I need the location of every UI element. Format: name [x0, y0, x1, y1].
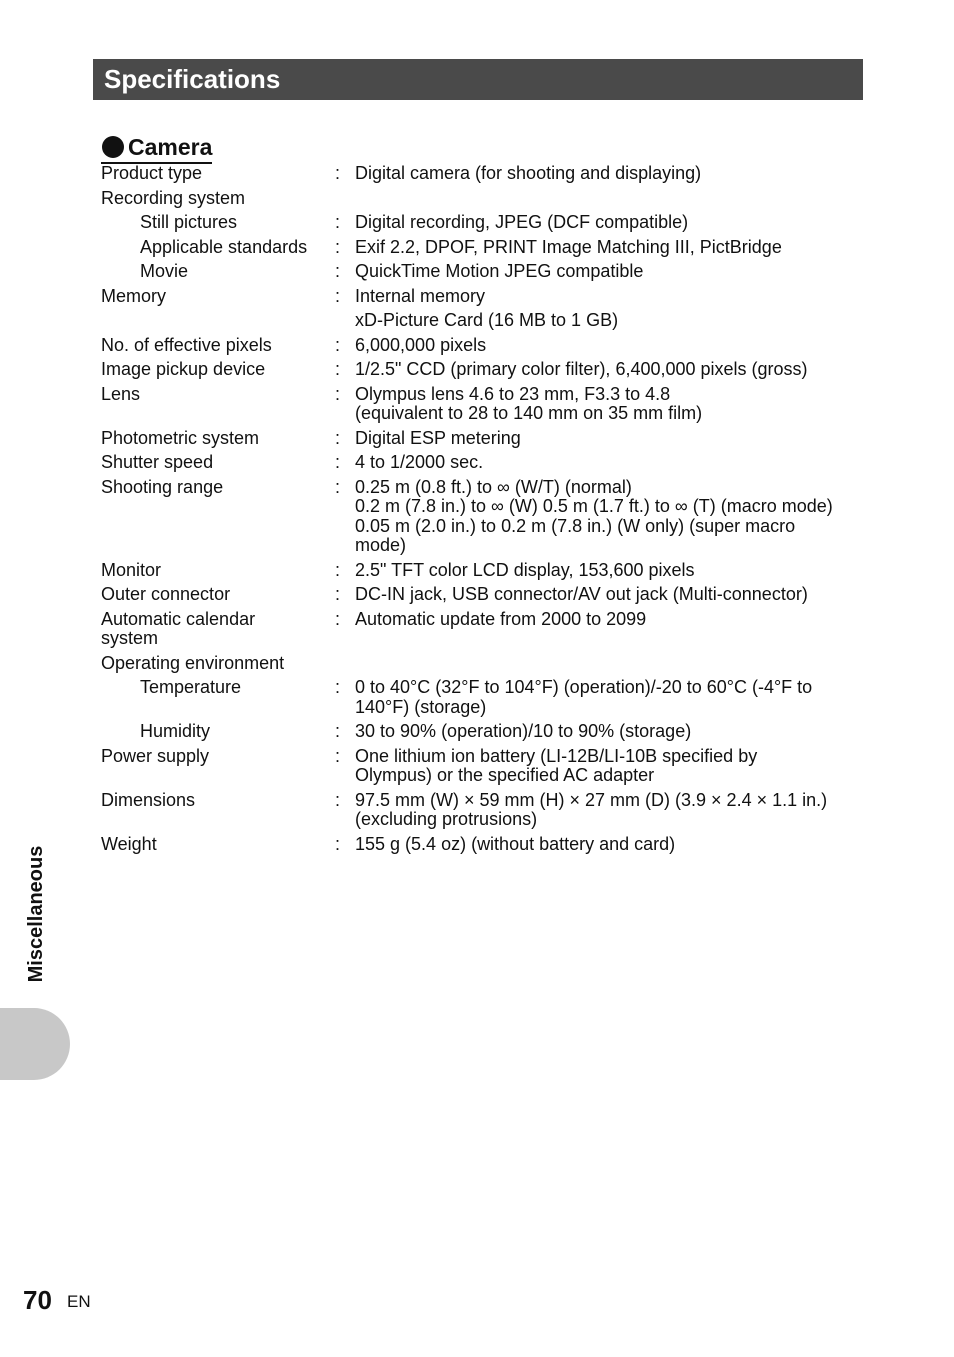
spec-label: Temperature: [140, 677, 242, 697]
spec-value-line: 1/2.5" CCD (primary color filter), 6,400,000 pixels (gross): [355, 359, 808, 379]
spec-value: [355, 835, 861, 855]
spec-row: [101, 385, 861, 424]
spec-value: [355, 336, 861, 356]
spec-row: [101, 164, 861, 184]
spec-label: Weight: [101, 833, 157, 854]
bullet-circle-icon: [102, 136, 124, 158]
spec-value-line: (excluding protrusions): [355, 809, 538, 829]
spec-row: [101, 791, 861, 830]
spec-label: Humidity: [140, 721, 211, 741]
spec-label: Memory: [101, 285, 167, 306]
spec-colon: :: [335, 789, 341, 810]
spec-value: [355, 213, 861, 233]
spec-label: Applicable standards: [140, 236, 308, 257]
spec-colon: :: [335, 476, 341, 497]
spec-value-line: Digital ESP metering: [355, 427, 521, 448]
spec-row: [101, 287, 861, 307]
spec-value: [355, 262, 861, 282]
spec-value-line: 155 g (5.4 oz) (without battery and card): [355, 833, 676, 854]
spec-value: [355, 478, 861, 556]
spec-value-line: 0.25 m (0.8 ft.) to ∞ (W/T) (normal): [355, 476, 632, 497]
spec-value: [355, 189, 861, 209]
spec-value-line: [355, 654, 861, 674]
spec-value-line: 0.2 m (7.8 in.) to ∞ (W) 0.5 m (1.7 ft.) to ∞ (T) (macro mode): [355, 496, 833, 516]
spec-value-line: [355, 629, 861, 649]
spec-label: No. of effective pixels: [101, 334, 272, 355]
spec-colon: :: [335, 285, 341, 306]
spec-value: [355, 654, 861, 674]
spec-row: [101, 189, 861, 209]
spec-row: [101, 561, 861, 581]
spec-value: [355, 722, 861, 742]
spec-value-line: One lithium ion battery (LI-12B/LI-10B specified by: [355, 745, 758, 766]
side-tab: [0, 1008, 70, 1080]
spec-label: Shooting range: [101, 476, 224, 497]
spec-colon: :: [335, 427, 341, 448]
spec-value-line: Olympus lens 4.6 to 23 mm, F3.3 to 4.8: [355, 383, 671, 404]
spec-row: [101, 835, 861, 855]
spec-value: [355, 385, 861, 424]
spec-value-line: 30 to 90% (operation)/10 to 90% (storage): [355, 721, 692, 741]
spec-value: [355, 747, 861, 786]
spec-value-line: xD-Picture Card (16 MB to 1 GB): [355, 310, 619, 330]
spec-row: [101, 360, 861, 380]
spec-row: [101, 429, 861, 449]
spec-value-line: 97.5 mm (W) × 59 mm (H) × 27 mm (D) (3.9 × 2.4 × 1.1 in.): [355, 789, 828, 810]
spec-value: [355, 311, 861, 331]
spec-value-line: mode): [355, 535, 407, 555]
spec-value: [355, 610, 861, 649]
spec-value-line: DC-IN jack, USB connector/AV out jack (Multi-connector): [355, 584, 808, 604]
page-number: 70: [23, 1285, 52, 1315]
spec-colon: :: [335, 383, 341, 404]
spec-row: [101, 722, 861, 742]
spec-value-line: Digital recording, JPEG (DCF compatible): [355, 212, 689, 232]
spec-label: Lens: [101, 383, 141, 404]
spec-colon: :: [335, 608, 341, 629]
spec-colon: :: [335, 677, 341, 697]
spec-row: [101, 453, 861, 473]
spec-row: [101, 311, 861, 331]
spec-value: [355, 429, 861, 449]
spec-colon: :: [335, 359, 341, 379]
spec-row: [101, 213, 861, 233]
spec-value: [355, 678, 861, 717]
spec-label: Outer connector: [101, 584, 231, 604]
spec-label: Power supply: [101, 745, 210, 766]
spec-value: [355, 585, 861, 605]
spec-value-line: Digital camera (for shooting and displaying): [355, 163, 702, 183]
spec-label: Monitor: [101, 559, 162, 580]
spec-row: [101, 336, 861, 356]
spec-colon: :: [335, 452, 341, 472]
spec-colon: :: [335, 833, 341, 854]
spec-colon: :: [335, 212, 341, 232]
spec-value-line: 140°F) (storage): [355, 696, 487, 717]
spec-label: Image pickup device: [101, 359, 266, 379]
spec-row: [101, 238, 861, 258]
spec-label: Shutter speed: [101, 452, 214, 472]
spec-value: [355, 453, 861, 473]
spec-colon: :: [335, 584, 341, 604]
spec-value: [355, 164, 861, 184]
side-tab-label: Miscellaneous: [25, 845, 47, 983]
page-title: Specifications: [104, 64, 281, 94]
spec-label: Operating environment: [101, 652, 285, 673]
spec-row: [101, 610, 861, 649]
spec-label: Product type: [101, 163, 203, 183]
section-heading: [101, 132, 212, 164]
spec-label: Dimensions: [101, 789, 196, 810]
spec-row: [101, 262, 861, 282]
spec-row: [101, 585, 861, 605]
spec-value-line: Internal memory: [355, 285, 486, 306]
spec-row: [101, 478, 861, 556]
spec-colon: :: [335, 261, 341, 281]
spec-value-line: 6,000,000 pixels: [355, 334, 487, 355]
spec-label: Recording system: [101, 187, 246, 208]
spec-value-line: Automatic update from 2000 to 2099: [355, 608, 647, 629]
spec-value: [355, 238, 861, 258]
spec-colon: :: [335, 236, 341, 257]
spec-row: [101, 654, 861, 674]
spec-label: Photometric system: [101, 427, 260, 448]
spec-value-line: 0 to 40°C (32°F to 104°F) (operation)/-20 to 60°C (-4°F to: [355, 677, 813, 697]
spec-label: Still pictures: [140, 212, 238, 232]
page-language: EN: [67, 1292, 91, 1311]
spec-row: [101, 678, 861, 717]
spec-value-line: QuickTime Motion JPEG compatible: [355, 261, 644, 281]
spec-label: Movie: [140, 261, 189, 281]
spec-value-line: 0.05 m (2.0 in.) to 0.2 m (7.8 in.) (W only) (super macro: [355, 515, 796, 536]
spec-value-line: Olympus) or the specified AC adapter: [355, 765, 655, 785]
spec-colon: :: [335, 559, 341, 580]
spec-value: [355, 791, 861, 830]
spec-colon: :: [335, 334, 341, 355]
section-title: Camera: [128, 134, 213, 160]
spec-value-line: 4 to 1/2000 sec.: [355, 452, 484, 472]
spec-value-line: [355, 189, 861, 209]
spec-colon: :: [335, 163, 341, 183]
spec-value: [355, 360, 861, 380]
section-header-bar: [93, 59, 863, 100]
spec-value: [355, 287, 861, 307]
spec-value: [355, 561, 861, 581]
spec-value-line: (equivalent to 28 to 140 mm on 35 mm film): [355, 403, 703, 423]
spec-colon: :: [335, 721, 341, 741]
spec-list: [101, 164, 861, 859]
spec-row: [101, 747, 861, 786]
spec-colon: :: [335, 745, 341, 766]
spec-label: Automatic calendar system: [101, 608, 256, 648]
spec-value-line: Exif 2.2, DPOF, PRINT Image Matching III, PictBridge: [355, 236, 782, 257]
spec-value-line: 2.5" TFT color LCD display, 153,600 pixels: [355, 559, 695, 580]
